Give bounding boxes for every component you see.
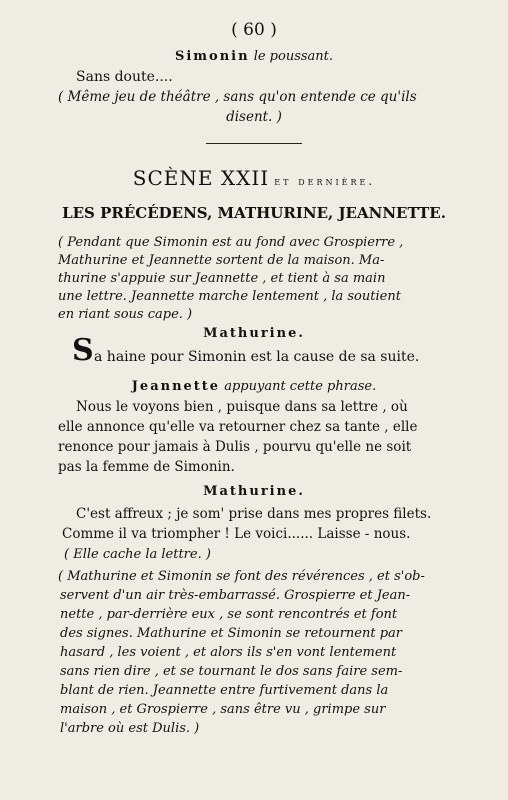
dialogue-line: Nous le voyons bien , puisque dans sa lettre , où bbox=[76, 399, 408, 415]
stage-direction: disent. ) bbox=[226, 109, 282, 125]
speaker-name: Jeannette bbox=[131, 379, 221, 394]
speaker-name: Mathurine. bbox=[203, 484, 305, 499]
speaker-name: Mathurine. bbox=[203, 326, 305, 341]
drop-cap: S bbox=[72, 333, 94, 368]
divider-rule bbox=[206, 143, 302, 144]
stage-direction-line: ( Mathurine et Simonin se font des révérences , et s'ob- bbox=[58, 569, 425, 584]
stage-direction-line: sans rien dire , et se tournant le dos sans faire sem- bbox=[60, 664, 403, 679]
stage-direction-line: Mathurine et Jeannette sortent de la maison. Ma- bbox=[58, 253, 385, 268]
speaker-name: Simonin bbox=[174, 49, 250, 64]
dialogue-line: C'est affreux ; je som' prise dans mes propres filets. bbox=[76, 506, 432, 522]
stage-direction-line: blant de rien. Jeannette entre furtivement dans la bbox=[60, 683, 389, 698]
scene-heading-main: SCÈNE XXII bbox=[132, 166, 270, 190]
character-list: LES PRÉCÉDENS, MATHURINE, JEANNETTE. bbox=[62, 204, 446, 222]
stage-direction-line: thurine s'appuie sur Jeannette , et tient à sa main bbox=[58, 271, 386, 286]
scene-heading bbox=[0, 168, 508, 188]
speaker-line-simonin bbox=[0, 50, 508, 63]
stage-direction: ( Elle cache la lettre. ) bbox=[64, 547, 211, 562]
scene-heading-tail: et dernière. bbox=[274, 174, 376, 188]
stage-direction-line: en riant sous cape. ) bbox=[58, 307, 193, 322]
dialogue-line: elle annonce qu'elle va retourner chez sa tante , elle bbox=[58, 419, 418, 435]
stage-direction-line: des signes. Mathurine et Simonin se retournent par bbox=[60, 626, 402, 641]
dialogue-line: a haine pour Simonin est la cause de sa suite. bbox=[94, 349, 420, 365]
stage-direction: appuyant cette phrase. bbox=[224, 379, 377, 394]
speaker-line-jeannette bbox=[0, 380, 508, 393]
stage-direction-line: servent d'un air très-embarrassé. Grospierre et Jean- bbox=[60, 588, 411, 603]
stage-direction-line: ( Pendant que Simonin est au fond avec Grospierre , bbox=[58, 235, 404, 250]
stage-direction-line: hasard , les voient , et alors ils s'en vont lentement bbox=[60, 645, 397, 660]
dialogue-line: pas la femme de Simonin. bbox=[58, 459, 235, 475]
stage-direction-line: nette , par-derrière eux , se sont rencontrés et font bbox=[60, 607, 398, 622]
stage-direction: le poussant. bbox=[253, 49, 334, 64]
page-number: ( 60 ) bbox=[231, 20, 277, 40]
dialogue-line: Sans doute.... bbox=[76, 69, 173, 85]
stage-direction-line: une lettre. Jeannette marche lentement , la soutient bbox=[58, 289, 401, 304]
stage-direction-line: l'arbre où est Dulis. ) bbox=[60, 721, 200, 736]
dialogue-line: Comme il va triompher ! Le voici...... Laisse - nous. bbox=[62, 526, 411, 542]
dialogue-line: renonce pour jamais à Dulis , pourvu qu'elle ne soit bbox=[58, 439, 412, 455]
stage-direction: ( Même jeu de théâtre , sans qu'on entende ce qu'ils bbox=[58, 89, 417, 105]
stage-direction-line: maison , et Grospierre , sans être vu , grimpe sur bbox=[60, 702, 386, 717]
